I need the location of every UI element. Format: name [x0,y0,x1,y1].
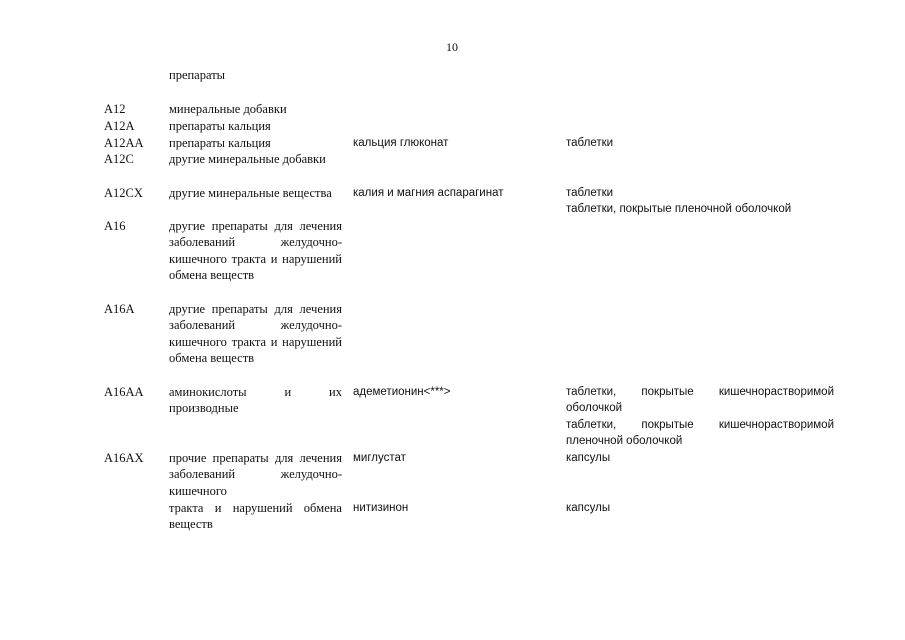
atc-code: A16AA [104,385,144,399]
atc-code: A12A [104,119,135,133]
dosage-form: капсулы [566,452,611,464]
atc-code: A12 [104,102,126,116]
atc-code: A12C [104,152,134,166]
anatomical-group: другие препараты для лечения заболеваний желудочно-кишечного тракта и нарушений обмена веществ [169,302,342,366]
dosage-form: таблетки, покрытые кишечнорастворимой оболочкой [566,386,834,415]
drug-name: адеметионин<***> [353,386,451,398]
dosage-form: таблетки [566,137,614,149]
dosage-form: таблетки, покрытые пленочной оболочкой [566,203,792,216]
atc-code: A16AX [104,451,144,465]
page-number: 10 [446,40,458,54]
atc-code: A16 [104,219,126,233]
dosage-forms [566,450,834,466]
dosage-forms [566,135,834,151]
drug-name: нитизинон [353,502,409,514]
dosage-form: таблетки, покрытые кишечнорастворимой пленочной оболочкой [566,418,834,448]
anatomical-group: препараты кальция [169,119,271,133]
drug-name: миглустат [353,452,406,464]
dosage-forms [566,384,834,450]
dosage-forms [566,500,834,516]
drug-name: кальция глюконат [353,137,449,149]
anatomical-group: другие минеральные вещества [169,186,332,200]
dosage-forms [566,185,834,218]
anatomical-group: препараты [169,68,226,82]
atc-code: A16A [104,302,135,316]
anatomical-group: препараты кальция [169,136,271,150]
anatomical-group: аминокислоты и их производные [169,385,342,416]
anatomical-group: минеральные добавки [169,102,287,116]
anatomical-group: другие препараты для лечения заболеваний желудочно-кишечного тракта и нарушений обмена веществ [169,219,342,283]
drug-name: калия и магния аспарагинат [353,187,504,199]
atc-code: A12AA [104,136,144,150]
anatomical-group: другие минеральные добавки [169,152,326,166]
dosage-form: капсулы [566,502,611,514]
dosage-form: таблетки [566,187,614,199]
atc-code: A12CX [104,186,143,200]
anatomical-group: прочие препараты для лечения заболеваний желудочно-кишечного [169,451,342,498]
anatomical-group: тракта и нарушений обмена веществ [169,501,342,532]
